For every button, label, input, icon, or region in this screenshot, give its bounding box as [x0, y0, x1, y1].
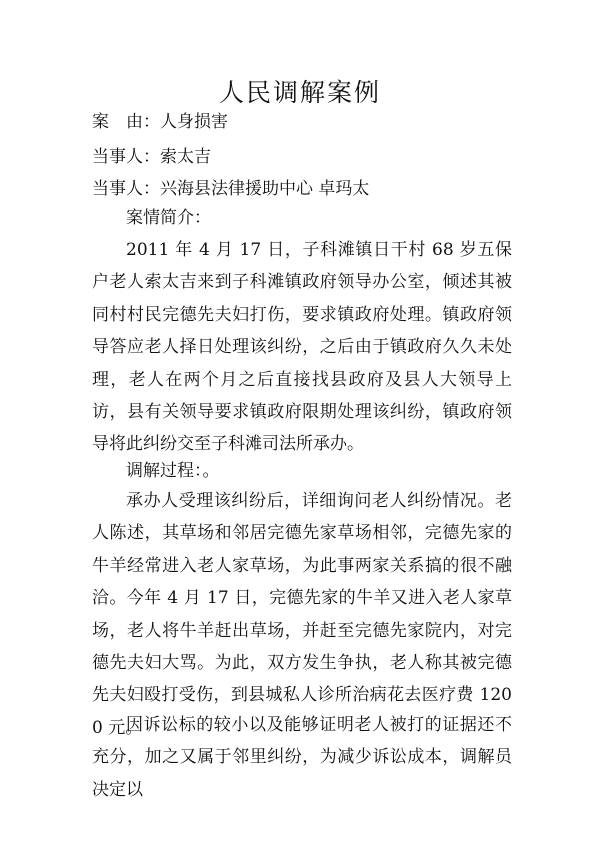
summary-paragraph: 2011 年 4 月 17 日，子科滩镇日干村 68 岁五保户老人索太吉来到子科滩镇政府领导办公室，倾述其被同村村民完德先夫妇打伤，要求镇政府处理。镇政府领导答应老人择日处理该纠纷，之后由于镇政府久久未处理，老人在两个月之后直接找县政府及县人大领导上访，县有关领导要求镇政府限期处理该纠纷，镇政府领导将此纠纷交至子科滩司法所承办。 [92, 240, 512, 455]
final-paragraph: 因诉讼标的较小以及能够证明老人被打的证据还不充分，加之又属于邻里纠纷，为减少诉讼成本，调解员决定以 [92, 715, 512, 800]
party-two-line [92, 177, 369, 201]
case-cause-label: 案 由： [92, 112, 160, 132]
party-one-label: 当事人： [92, 147, 160, 167]
process-heading: 调解过程：。 [126, 461, 220, 481]
party-one-line [92, 145, 211, 169]
case-cause-value: 人身损害 [160, 112, 228, 132]
party-two-value: 兴海县法律援助中心 卓玛太 [160, 179, 370, 199]
summary-heading: 案情简介： [126, 208, 211, 228]
process-paragraph: 承办人受理该纠纷后，详细询问老人纠纷情况。老人陈述，其草场和邻居完德先家草场相邻，完德先家的牛羊经常进入老人家草场，为此事两家关系搞的很不融洽。今年 4 月 17 日，完德先家的牛羊又进入老人家草场，老人将牛羊赶出草场，并赶至完德先家院内，对完德先夫妇大骂。为此，双方发生争执，老人称其被完德先夫妇殴打受伤，到县城私人诊所治病花去医疗费 1200 元。 [92, 491, 512, 738]
case-cause-line [92, 110, 228, 134]
party-two-label: 当事人： [92, 179, 160, 199]
party-one-value: 索太吉 [160, 147, 211, 167]
document-title: 人民调解案例 [218, 78, 381, 107]
